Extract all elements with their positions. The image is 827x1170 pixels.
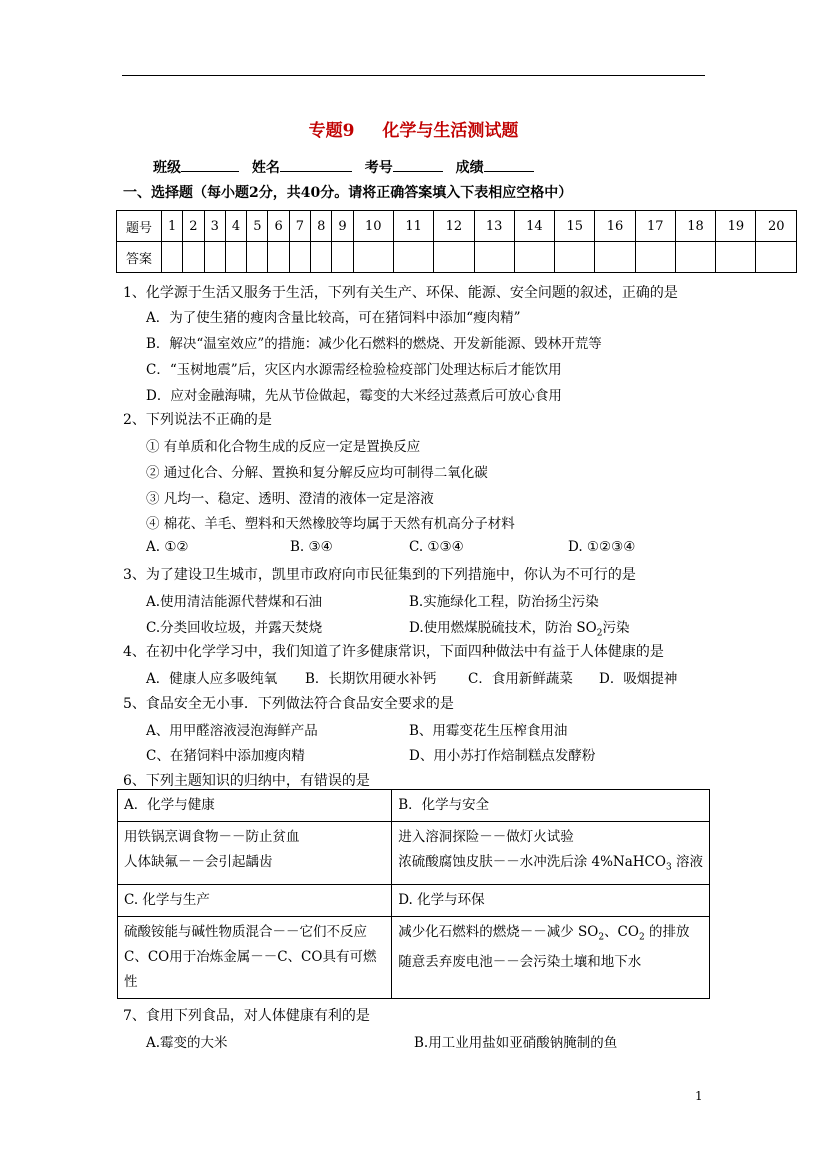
q6-d-header: D. 化学与环保: [392, 884, 710, 916]
answer-cell[interactable]: [332, 242, 353, 273]
answer-table: [116, 210, 797, 273]
question-number-cell: 12: [434, 211, 474, 242]
question-number-cell: 16: [595, 211, 635, 242]
q7-option-b: B.用工业用盐如亚硝酸钠腌制的鱼: [414, 1035, 618, 1051]
q2-option-c: C. ①③④: [409, 539, 464, 555]
answer-cell[interactable]: [311, 242, 332, 273]
q6-a-content: [118, 822, 392, 885]
q5-stem: 5、食品安全无小事．下列做法符合食品安全要求的是: [123, 696, 454, 712]
answer-cell[interactable]: [635, 242, 675, 273]
question-number-cell: 17: [635, 211, 675, 242]
exam-no-blank[interactable]: [393, 159, 443, 172]
q6-c-line-1: 硫酸铵能与碱性物质混合－－它们不反应: [124, 923, 367, 940]
q6-knowledge-table: [117, 789, 710, 999]
q6-b-line-1: 进入溶洞探险－－做灯火试验: [398, 829, 574, 845]
q3-option-c: C.分类回收垃圾，并露天焚烧: [146, 620, 323, 636]
answer-cell[interactable]: [289, 242, 310, 273]
q2-statement-2: ② 通过化合、分解、置换和复分解反应均可制得二氧化碳: [146, 465, 488, 481]
answer-cell[interactable]: [225, 242, 246, 273]
q6-a-line-1: 用铁锅烹调食物－－防止贫血: [124, 829, 300, 845]
q6-c-content: [118, 916, 392, 998]
q4-option-a: A．健康人应多吸纯氧: [146, 671, 278, 687]
q6-d-line-2: 随意丢弃废电池－－会污染土壤和地下水: [398, 954, 642, 971]
q6-a-line-2: 人体缺氟－－会引起龋齿: [124, 854, 273, 870]
class-label: 班级: [153, 160, 181, 176]
q6-b-line-2: 浓硫酸腐蚀皮肤－－水冲洗后涂 4%NaHCO$_3$ 溶液: [398, 854, 703, 873]
answer-cell[interactable]: [675, 242, 715, 273]
question-number-cell: 6: [268, 211, 289, 242]
answer-cell[interactable]: [247, 242, 268, 273]
question-number-cell: 11: [393, 211, 433, 242]
q2-statement-4: ④ 棉花、羊毛、塑料和天然橡胶等均属于天然有机高分子材料: [146, 516, 515, 532]
question-number-cell: 8: [311, 211, 332, 242]
question-number-cell: 20: [756, 211, 797, 242]
exam-no-label: 考号: [364, 160, 393, 176]
header-rule: [122, 75, 705, 76]
q2-statement-1: ① 有单质和化合物生成的反应一定是置换反应: [146, 439, 421, 455]
question-number-cell: 13: [474, 211, 514, 242]
q1-option-c: C．“玉树地震”后，灾区内水源需经检验检疫部门处理达标后才能饮用: [146, 362, 562, 378]
q4-option-d: D．吸烟提神: [599, 671, 678, 687]
q3-option-b: B.实施绿化工程，防治扬尘污染: [409, 594, 599, 610]
question-number-cell: 10: [353, 211, 393, 242]
answer-table-row-label: 答案: [117, 242, 162, 273]
answer-cell[interactable]: [756, 242, 797, 273]
q6-c-line-2: C、CO用于冶炼金属－－C、CO具有可燃性: [124, 948, 377, 990]
answer-cell[interactable]: [204, 242, 225, 273]
q5-option-d: D、用小苏打作焙制糕点发酵粉: [409, 748, 596, 764]
q6-stem: 6、下列主题知识的归纳中，有错误的是: [123, 773, 370, 789]
q6-b-content: [392, 822, 710, 885]
section-heading: 一、选择题（每小题2分，共40分。请将正确答案填入下表相应空格中）: [123, 185, 573, 201]
q4-stem: 4、在初中化学学习中，我们知道了许多健康常识，下面四种做法中有益于人体健康的是: [123, 644, 664, 660]
q2-option-b: B. ③④: [290, 539, 333, 555]
answer-cell[interactable]: [514, 242, 554, 273]
class-blank[interactable]: [181, 159, 239, 172]
q2-option-d: D. ①②③④: [568, 539, 636, 555]
q1-option-a: A．为了使生猪的瘦肉含量比较高，可在猪饲料中添加“瘦肉精”: [146, 310, 521, 326]
question-number-cell: 14: [514, 211, 554, 242]
name-blank[interactable]: [280, 159, 352, 172]
answer-cell[interactable]: [555, 242, 595, 273]
answer-table-number-row: [117, 211, 797, 242]
q4-option-c: C．食用新鲜蔬菜: [468, 671, 573, 687]
q7-stem: 7、食用下列食品，对人体健康有利的是: [123, 1008, 370, 1024]
name-label: 姓名: [251, 160, 280, 176]
answer-table-answer-row: [117, 242, 797, 273]
q1-stem: 1、化学源于生活又服务于生活，下列有关生产、环保、能源、安全问题的叙述，正确的是: [123, 285, 678, 301]
q2-option-a: A. ①②: [146, 539, 189, 555]
question-number-cell: 5: [247, 211, 268, 242]
score-label: 成绩: [455, 160, 484, 176]
q6-c-header: C. 化学与生产: [118, 884, 392, 916]
q2-statement-3: ③ 凡均一、稳定、透明、澄清的液体一定是溶液: [146, 491, 434, 507]
q2-stem: 2、下列说法不正确的是: [123, 412, 272, 428]
q4-option-b: B．长期饮用硬水补钙: [305, 671, 437, 687]
answer-cell[interactable]: [268, 242, 289, 273]
q5-option-b: B、用霉变花生压榨食用油: [409, 723, 568, 739]
q3-stem: 3、为了建设卫生城市，凯里市政府向市民征集到的下列措施中，你认为不可行的是: [123, 567, 636, 583]
question-number-cell: 19: [716, 211, 756, 242]
answer-cell[interactable]: [393, 242, 433, 273]
question-number-cell: 4: [225, 211, 246, 242]
question-number-cell: 18: [675, 211, 715, 242]
q6-b-header: B．化学与安全: [392, 790, 710, 822]
score-blank[interactable]: [484, 159, 534, 172]
answer-cell[interactable]: [162, 242, 183, 273]
answer-cell[interactable]: [183, 242, 204, 273]
answer-cell[interactable]: [353, 242, 393, 273]
q6-a-header: A．化学与健康: [118, 790, 392, 822]
answer-cell[interactable]: [595, 242, 635, 273]
answer-table-row-label: 题号: [117, 211, 162, 242]
question-number-cell: 9: [332, 211, 353, 242]
q1-option-b: B．解决“温室效应”的措施：减少化石燃料的燃烧、开发新能源、毁林开荒等: [146, 336, 602, 352]
page-number: 1: [695, 1089, 703, 1103]
q5-option-c: C、在猪饲料中添加瘦肉精: [146, 748, 305, 764]
question-number-cell: 7: [289, 211, 310, 242]
answer-cell[interactable]: [434, 242, 474, 273]
q6-d-content: [392, 916, 710, 998]
question-number-cell: 15: [555, 211, 595, 242]
q5-option-a: A、用甲醛溶液浸泡海鲜产品: [146, 723, 318, 739]
q3-option-d: D.使用燃煤脱硫技术，防治 $SO_2$污染: [409, 620, 630, 639]
q1-option-d: D．应对金融海啸，先从节俭做起，霉变的大米经过蒸煮后可放心食用: [146, 388, 562, 404]
answer-cell[interactable]: [716, 242, 756, 273]
q3-option-a: A.使用清洁能源代替煤和石油: [146, 594, 323, 610]
question-number-cell: 2: [183, 211, 204, 242]
student-info-line: [153, 157, 534, 177]
q7-option-a: A.霉变的大米: [146, 1035, 228, 1051]
page-title: 专题9 化学与生活测试题: [308, 121, 519, 141]
answer-cell[interactable]: [474, 242, 514, 273]
question-number-cell: 3: [204, 211, 225, 242]
question-number-cell: 1: [162, 211, 183, 242]
q6-d-line-1: 减少化石燃料的燃烧－－减少 $SO_2$、$CO_2$ 的排放: [398, 923, 690, 943]
